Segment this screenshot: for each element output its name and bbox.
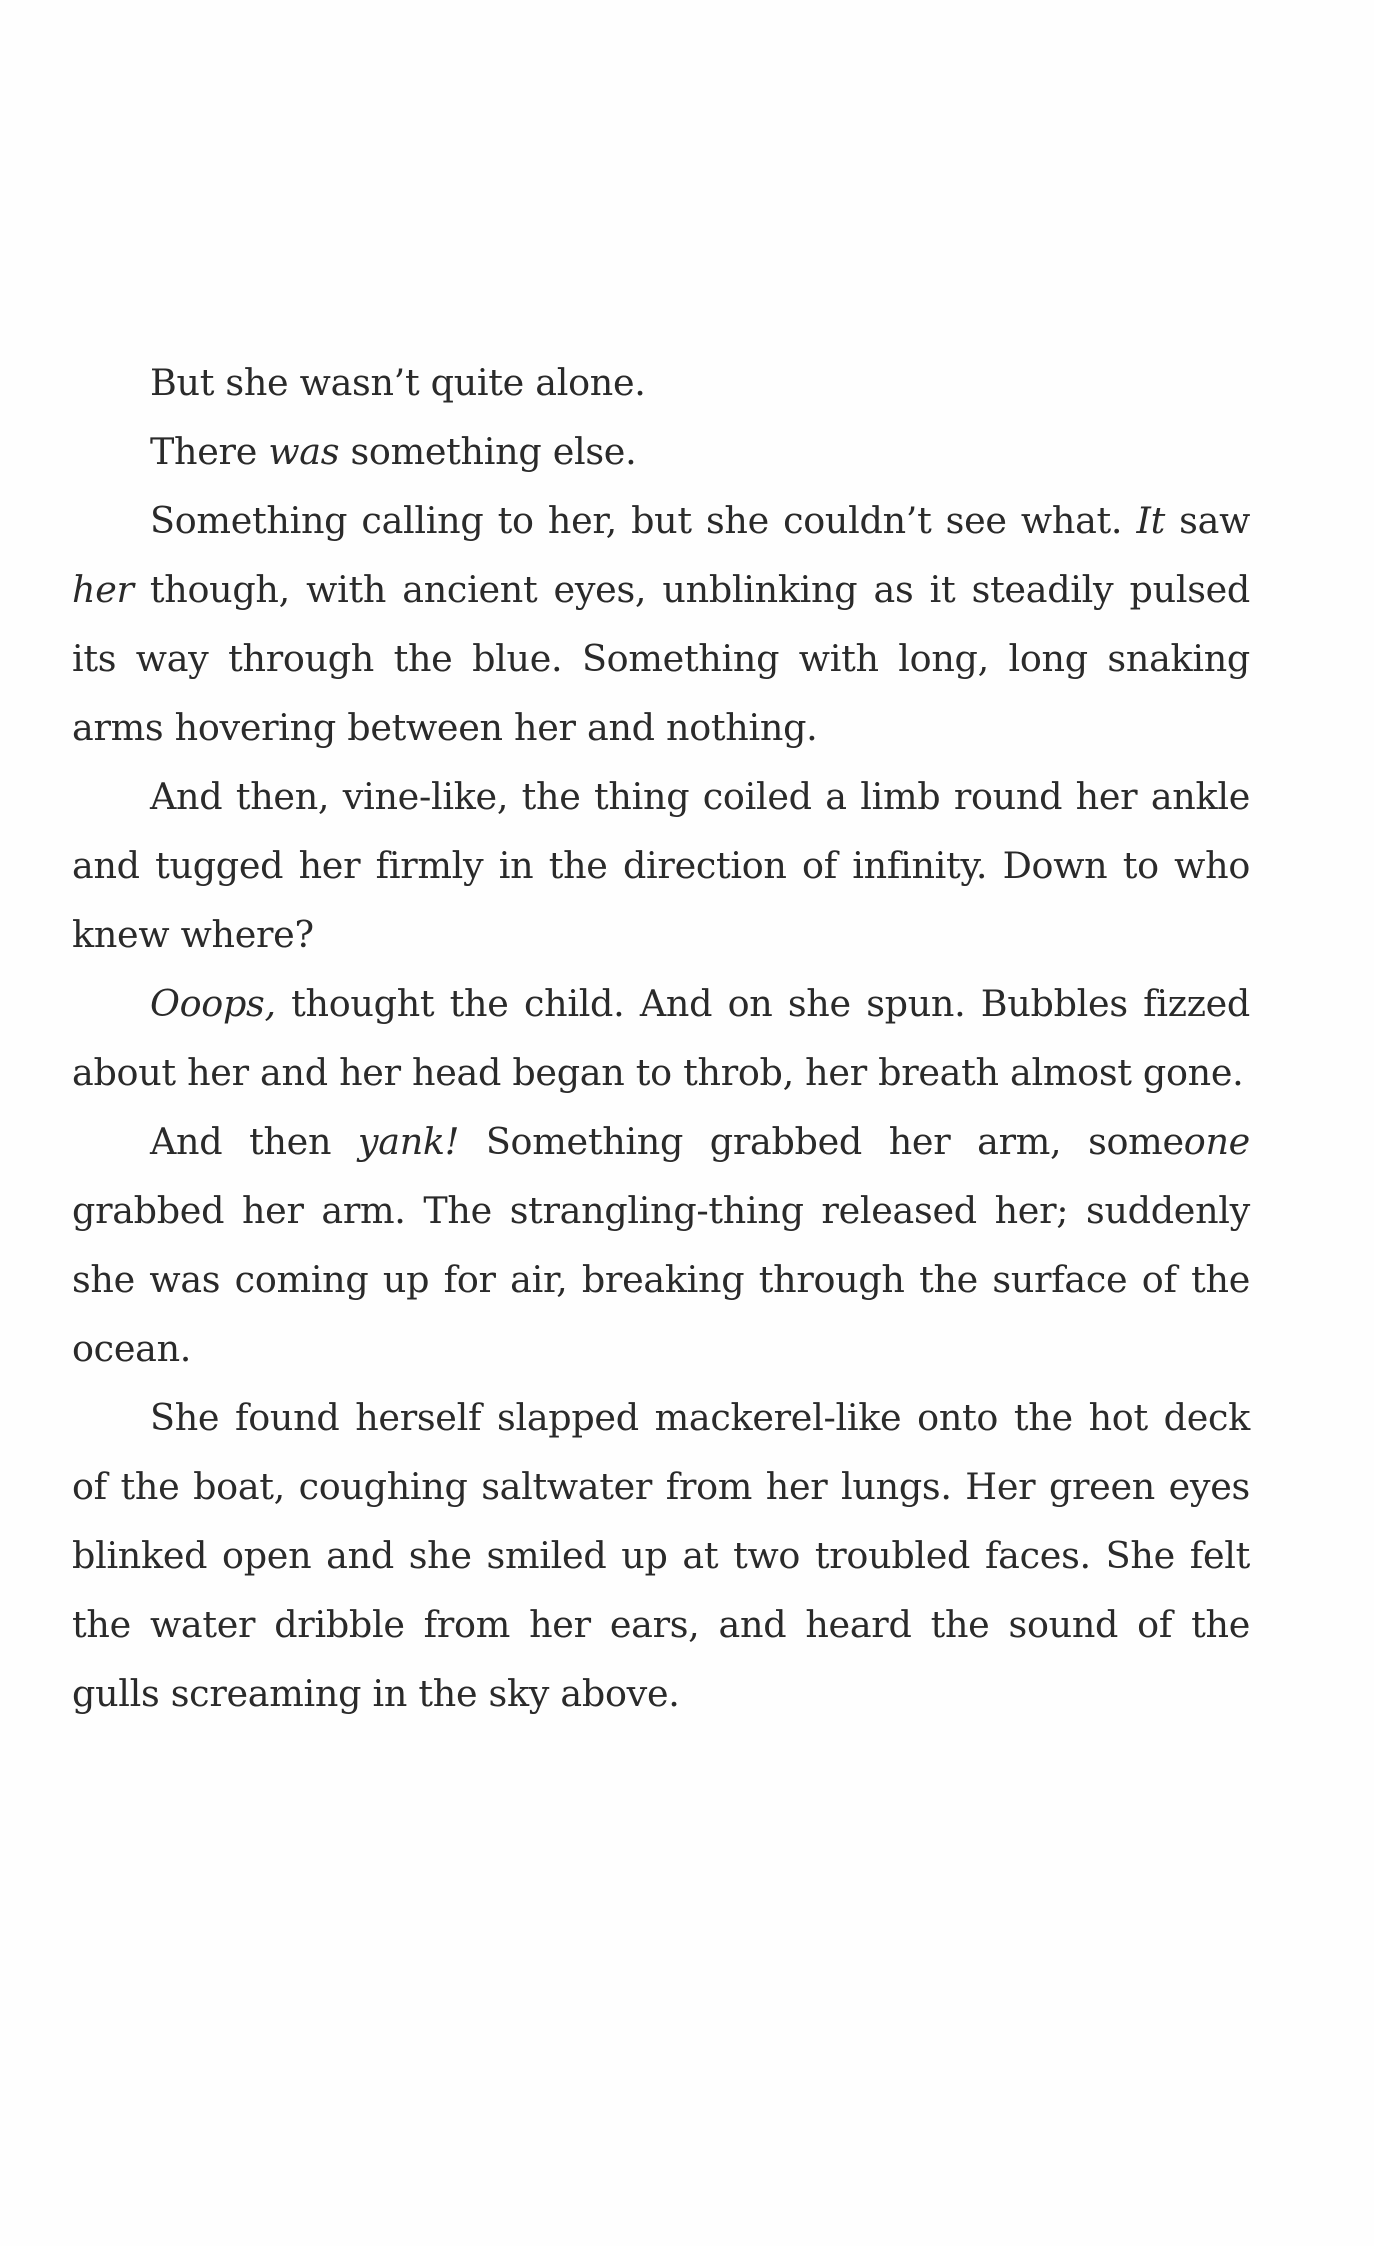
italic-text-segment: It <box>1136 499 1165 542</box>
text-segment: But she wasn’t quite alone. <box>150 361 646 404</box>
body-text <box>72 348 1250 1728</box>
text-segment: Something grabbed her arm, some <box>459 1120 1184 1163</box>
text-segment: something else. <box>339 430 637 473</box>
text-segment: And then <box>150 1120 358 1163</box>
text-segment: Something calling to her, but she couldn’t see what. <box>150 499 1137 542</box>
text-segment: She found herself slapped mackerel-like onto the hot deck of the boat, coughing saltwater from her lungs. Her green eyes blinked open and she smiled up at two troubled faces. She felt the water dribble from her ears, and heard the sound of the gulls screaming in the sky above. <box>72 1396 1250 1715</box>
italic-text-segment: one <box>1183 1120 1250 1163</box>
text-segment: thought the child. And on she spun. Bubbles fizzed about her and her head began to throb, her breath almost gone. <box>72 982 1250 1094</box>
paragraph-5 <box>72 969 1250 1107</box>
text-segment: saw <box>1164 499 1251 542</box>
italic-text-segment: yank! <box>357 1120 460 1163</box>
italic-text-segment: Ooops, <box>150 982 276 1025</box>
text-segment: And then, vine-like, the thing coiled a limb round her ankle and tugged her firmly in the direction of infinity. Down to who knew where? <box>72 775 1250 956</box>
paragraph-6 <box>72 1107 1250 1383</box>
paragraph-3 <box>72 486 1250 762</box>
paragraph-2 <box>72 417 1250 486</box>
paragraph-1 <box>72 348 1250 417</box>
paragraph-7 <box>72 1383 1250 1728</box>
italic-text-segment: her <box>72 568 134 611</box>
paragraph-4 <box>72 762 1250 969</box>
text-segment: grabbed her arm. The strangling-thing released her; suddenly she was coming up for air, breaking through the surface of the ocean. <box>72 1189 1250 1370</box>
text-segment: though, with ancient eyes, unblinking as it steadily pulsed its way through the blue. Something with long, long snaking arms hovering between her and nothing. <box>72 568 1250 749</box>
italic-text-segment: was <box>268 430 340 473</box>
text-segment: There <box>150 430 269 473</box>
